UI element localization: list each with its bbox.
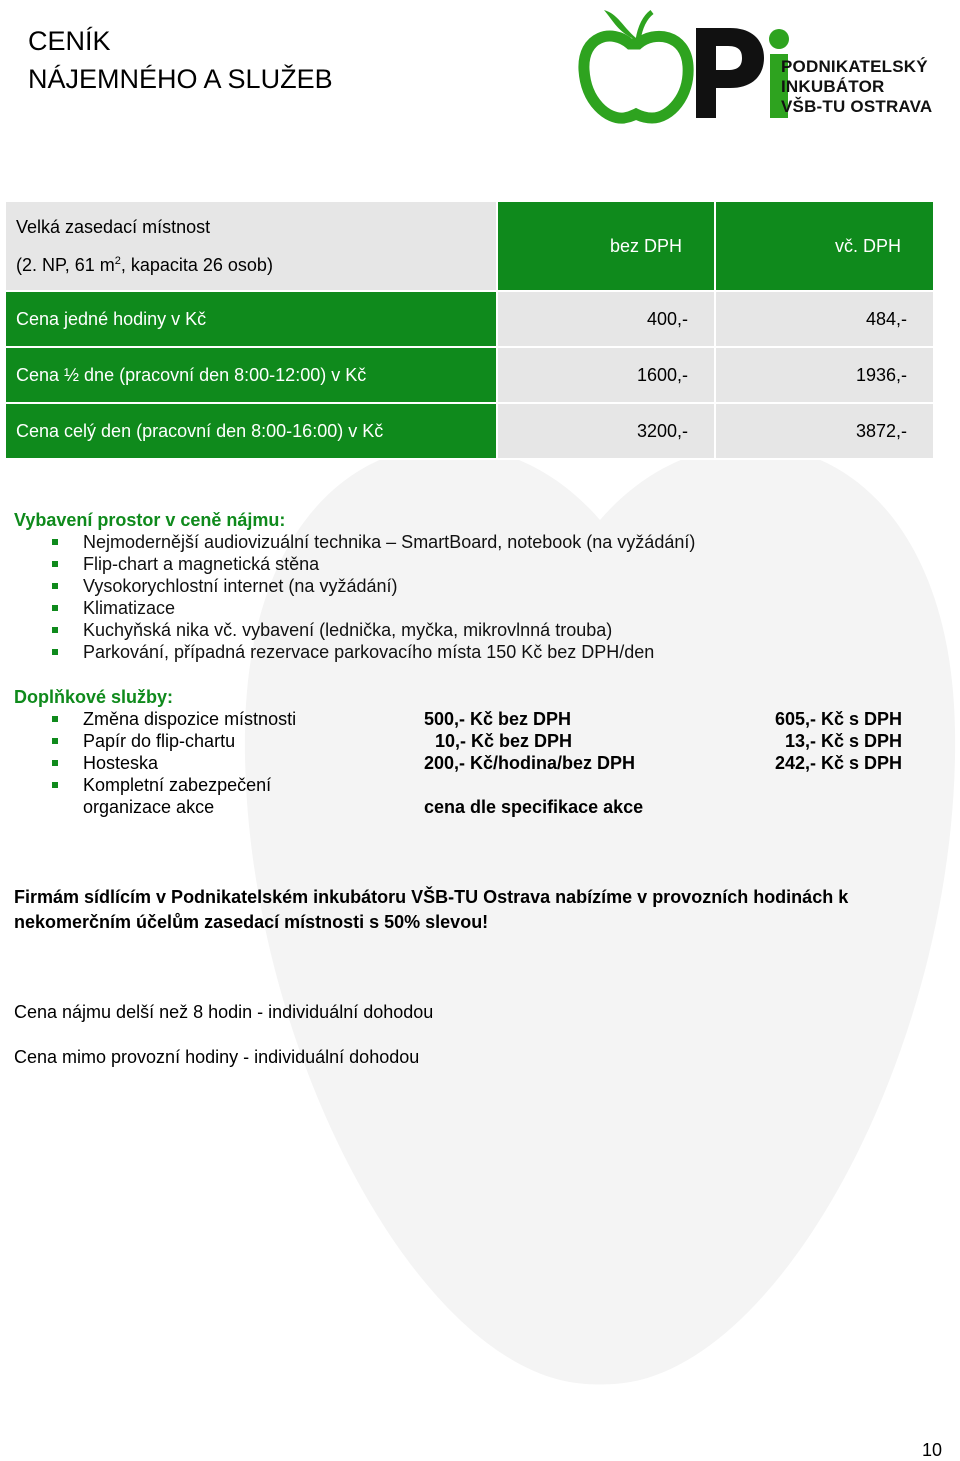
service-price-without-vat: 200,- Kč/hodina/bez DPH	[424, 753, 636, 773]
logo-line-2: INKUBÁTOR	[781, 77, 885, 96]
service-price-without-vat: 10,- Kč bez DPH	[435, 731, 573, 751]
price-with-vat: 1936,-	[715, 347, 934, 403]
price-without-vat: 400,-	[497, 291, 715, 347]
price-table-header	[5, 201, 934, 291]
service-row	[14, 730, 902, 752]
title-line-1: CENÍK	[28, 26, 111, 56]
price-with-vat: 484,-	[715, 291, 934, 347]
service-price-without-vat: cena dle specifikace akce	[424, 797, 644, 817]
list-item: Nejmodernější audiovizuální technika – SmartBoard, notebook (na vyžádání)	[14, 531, 914, 553]
price-without-vat: 3200,-	[497, 403, 715, 459]
footer-line-after-hours: Cena mimo provozní hodiny - individuální dohodou	[14, 1047, 420, 1067]
logo-text	[781, 57, 932, 117]
room-desc-post: , kapacita 26 osob)	[120, 255, 273, 275]
logo-line-1: PODNIKATELSKÝ	[781, 57, 928, 76]
col-header-without-vat: bez DPH	[497, 201, 715, 291]
page-title	[28, 22, 333, 98]
price-with-vat: 3872,-	[715, 403, 934, 459]
discount-note: Firmám sídlícím v Podnikatelském inkubátoru VŠB-TU Ostrava nabízíme v provozních hodinách k nekomerčním účelům zasedací místnosti s 50% slevou!	[14, 887, 849, 932]
col-header-with-vat: vč. DPH	[715, 201, 934, 291]
room-description	[16, 244, 470, 282]
equipment-heading: Vybavení prostor v ceně nájmu:	[14, 510, 286, 530]
bullet-icon	[52, 716, 58, 722]
service-row	[14, 708, 902, 730]
service-name-line-2: organizace akce	[83, 797, 215, 817]
service-price-with-vat: 13,- Kč s DPH	[784, 731, 902, 751]
logo-line-3: VŠB-TU OSTRAVA	[781, 97, 933, 116]
list-item: Flip-chart a magnetická stěna	[14, 553, 914, 575]
list-item: Kuchyňská nika vč. vybavení (lednička, myčka, mikrovlnná trouba)	[14, 619, 914, 641]
table-row	[5, 403, 934, 459]
bullet-icon	[52, 760, 58, 766]
equipment-section	[14, 509, 914, 663]
price-table	[4, 200, 935, 460]
service-name: Kompletní zabezpečení	[83, 775, 272, 795]
equipment-list	[14, 531, 914, 663]
bullet-icon	[52, 738, 58, 744]
bullet-icon	[52, 782, 58, 788]
room-desc-sup: 2	[114, 255, 121, 267]
row-label: Cena celý den (pracovní den 8:00-16:00) v Kč	[5, 403, 497, 459]
room-desc-pre: (2. NP, 61 m	[16, 255, 115, 275]
service-row-continued	[14, 796, 902, 818]
service-price-with-vat: 605,- Kč s DPH	[774, 709, 902, 729]
table-row	[5, 291, 934, 347]
service-price-with-vat: 242,- Kč s DPH	[774, 753, 902, 773]
row-label: Cena ½ dne (pracovní den 8:00-12:00) v Kč	[5, 347, 497, 403]
service-name: Změna dispozice místnosti	[83, 709, 297, 729]
service-row	[14, 774, 902, 796]
list-item: Parkování, případná rezervace parkovacího místa 150 Kč bez DPH/den	[14, 641, 914, 663]
service-name: Hosteska	[83, 753, 159, 773]
table-row	[5, 347, 934, 403]
room-name: Velká zasedací místnost	[16, 217, 211, 237]
list-item: Vysokorychlostní internet (na vyžádání)	[14, 575, 914, 597]
row-label: Cena jedné hodiny v Kč	[5, 291, 497, 347]
service-row	[14, 752, 902, 774]
footer-line-long-rental: Cena nájmu delší než 8 hodin - individuální dohodou	[14, 1002, 434, 1022]
page-number: 10	[922, 1440, 943, 1460]
price-without-vat: 1600,-	[497, 347, 715, 403]
services-section	[14, 686, 902, 818]
service-price-without-vat: 500,- Kč bez DPH	[424, 709, 572, 729]
service-name: Papír do flip-chartu	[83, 731, 236, 751]
list-item: Klimatizace	[14, 597, 914, 619]
services-heading: Doplňkové služby:	[14, 687, 174, 707]
title-line-2: NÁJEMNÉHO A SLUŽEB	[28, 64, 333, 94]
room-title-cell	[5, 201, 497, 291]
